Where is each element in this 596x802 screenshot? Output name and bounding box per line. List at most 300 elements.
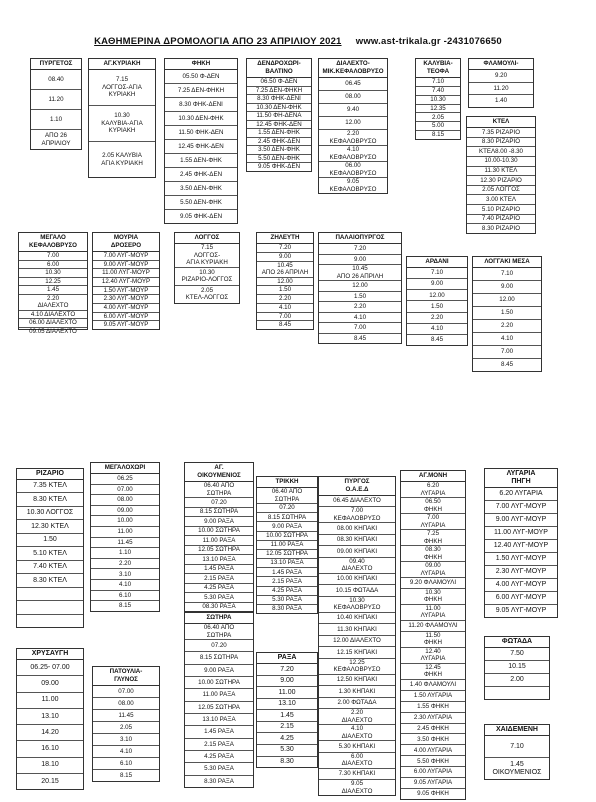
timetable-row: 6.00 ΔΙΑΛΕΧΤΟ (319, 753, 395, 769)
timetable-row (17, 601, 83, 614)
timetable-oikoumenios (184, 462, 254, 612)
timetable-row: 10.30 ΔΕΝ-ΦΗΚ (247, 104, 311, 113)
timetable-row: 7.10 (416, 78, 460, 87)
timetable-zilefti (256, 232, 314, 330)
timetable-row: 2.15 (257, 722, 317, 734)
timetable-row: 9.05 ΦΗΚΗ (417, 790, 449, 798)
timetable-row: 13.10 (17, 709, 83, 725)
timetable-row: 11.30 ΚΗΠΑΚΙ (319, 624, 395, 635)
timetable-title: ΡΙΖΑΡΙΟ (17, 469, 83, 480)
timetable-title: ΑΓ.ΚΥΡΙΑΚΗ (89, 59, 155, 70)
timetable-title: ΜΕΓΑΛΟ ΚΕΦΑΛΟΒΡΥΣΟ (19, 233, 87, 252)
timetable-row: 6.10 (91, 591, 159, 602)
timetable-row: 9.05 ΦΗΚ-ΔΕΝ (257, 163, 301, 171)
timetable-row: 10.00 ΣΩΤΗΡΑ (257, 532, 317, 541)
timetable-title: ΧΑΙΔΕΜΕΝΗ (485, 725, 549, 736)
timetable-row: 5.30 ΡΑΞΑ (257, 596, 317, 605)
timetable-title: ΠΥΡΓΟΣ Ο.Α.Ε.Δ (319, 477, 395, 496)
timetable-row: 10.00 ΚΗΠΑΚΙ (319, 574, 395, 585)
timetable-row: 12.40 ΛΥΓΑΡΙΑ (401, 648, 465, 664)
timetable-row: ΑΠΟ 26 ΑΠΡΙΛΙΟΥ (41, 132, 71, 147)
timetable-row: 4.10 ΚΕΦΑΛΟΒΡΥΣΟ (319, 146, 387, 162)
timetable-row: 2.05 (416, 113, 460, 122)
timetable-row: 06.00 ΚΕΦΑΛΟΒΡΥΣΟ (319, 162, 387, 178)
timetable-row: 6.20 ΛΥΓΑΡΙΑ (401, 482, 465, 498)
timetable-row: 4.10 (91, 580, 159, 591)
timetable-row: 10.00-10.30 (467, 157, 535, 167)
timetable-row: 12.00 ΔΙΑΛΕΧΤΟ (319, 636, 395, 647)
timetable-row: 2.30 ΛΥΓ-ΜΟΥΡ (485, 566, 557, 579)
timetable-row: 11.30 ΚΤΕΛ (467, 167, 535, 177)
timetable-row: 12.25 (19, 278, 87, 287)
timetable-row: 1.50 ΛΥΓ-ΜΟΥΡ (93, 287, 159, 296)
timetable-row: 10.45 ΑΠΟ 26 ΑΠΡΙΛΗ (257, 262, 313, 278)
timetable-row: 07.20 (257, 504, 317, 513)
timetable-row: 7.20 (257, 664, 317, 676)
timetable-row: 7.40 ΡΙΖΑΡΙΟ (467, 215, 535, 225)
timetable-row: 10.00 ΣΩΤΗΡΑ (185, 677, 253, 689)
timetable-rizario (16, 468, 84, 628)
timetable-row: 7.20 (319, 244, 401, 255)
timetable-row: 08.40 (31, 70, 81, 90)
timetable-row: 8.30 ΚΤΕΛ (17, 574, 83, 587)
timetable-title: ΚΑΛΥΒΙΑ- ΤΕΟΦΑ (416, 59, 460, 78)
timetable-row: 07.00 (93, 686, 159, 698)
timetable-row: 10.15 ΦΩΤΑΔΑ (319, 585, 395, 596)
timetable-row: 9.00 (473, 281, 541, 294)
timetable-row: 11.45 (91, 538, 159, 549)
timetable-row: 20.15 (41, 777, 59, 785)
timetable-dendroxori (246, 58, 312, 172)
timetable-row: 08.00 (319, 91, 387, 104)
timetable-row: 2.20 (91, 559, 159, 570)
timetable-row: 12.05 ΣΩΤΗΡΑ (257, 550, 317, 559)
timetable-row: 2.45 ΦΗΚ-ΔΕΝ (165, 168, 237, 182)
timetable-row: 3.50 ΔΕΝ-ΦΗΚ (165, 182, 237, 196)
timetable-row: 1.50 ΛΥΓ-ΜΟΥΡ (485, 553, 557, 566)
timetable-row: 14.20 (17, 725, 83, 741)
timetable-row: 11.20 (31, 90, 81, 110)
timetable-row: 06.50 ΦΗΚΗ (401, 498, 465, 514)
timetable-row: 4.10 ΔΙΑΛΕΧΤΟ (319, 725, 395, 741)
timetable-row: 6.00 ΛΥΓ-ΜΟΥΡ (93, 313, 159, 322)
timetable-row: 10.30 ΚΑΛΥΒΙΑ-ΑΓΙΑ ΚΥΡΙΑΚΗ (89, 106, 155, 142)
timetable-row: 9.05 ΛΥΓ-ΜΟΥΡ (103, 321, 149, 329)
timetable-row: 05.50 Φ-ΔΕΝ (165, 70, 237, 84)
timetable-row: 5.30 (257, 745, 317, 757)
timetable-title: ΔΙΑΛΕΧΤΟ- ΜΙΚ.ΚΕΦΑΛΟΒΡΥΣΟ (319, 59, 387, 78)
timetable-row: 4.10 (319, 313, 401, 324)
timetable-kalyvia (415, 58, 461, 140)
timetable-row: 6.10 (93, 758, 159, 770)
site-and-phone: www.ast-trikala.gr -2431076650 (355, 36, 502, 47)
timetable-flamouli (468, 58, 534, 108)
timetable-row (17, 588, 83, 601)
timetable-row: 11.20 ΦΛΑΜΟΥΛΙ (401, 621, 465, 632)
timetable-row: 1.50 (319, 292, 401, 303)
timetable-row (17, 615, 83, 627)
timetable-row: 9.00 ΡΑΞΑ (185, 517, 253, 527)
timetable-row: 9.20 (469, 70, 533, 83)
timetable-row: 08.00 ΚΗΠΑΚΙ (319, 523, 395, 534)
timetable-row: 8.30 ΚΤΕΛ (17, 493, 83, 506)
timetable-title: ΣΩΤΗΡΑ (185, 613, 253, 624)
timetable-row: 2.20 (319, 302, 401, 313)
timetable-title: ΦΗΚΗ (165, 59, 237, 70)
timetable-row: 10.15 (485, 661, 549, 674)
timetable-row: 18.10 (17, 758, 83, 774)
timetable-row: 4.25 ΡΑΞΑ (257, 587, 317, 596)
timetable-row: 06.50 Φ-ΔΕΝ (247, 78, 311, 87)
timetable-ardani (406, 256, 468, 346)
timetable-row: 12.30 ΡΙΖΑΡΙΟ (467, 176, 535, 186)
timetable-row: 11.00 ΡΑΞΑ (257, 541, 317, 550)
timetable-row: 6.00 ΛΥΓΑΡΙΑ (401, 767, 465, 778)
timetable-ag-moni (400, 470, 466, 800)
timetable-row: 9.00 ΛΥΓ-ΜΟΥΡ (93, 261, 159, 270)
timetable-row: 6.00 (19, 261, 87, 270)
timetable-row: 7.15 ΛΟΓΓΟΣ-ΑΓΙΑ ΚΥΡΙΑΚΗ (89, 70, 155, 106)
timetable-row: 1.50 (257, 286, 313, 295)
timetable-row: 11.00 (17, 693, 83, 709)
timetable-row: 06.40 ΑΠΟ ΣΩΤΗΡΑ (185, 482, 253, 498)
timetable-row: 4.25 ΡΑΞΑ (185, 751, 253, 763)
timetable-row: 8.15 ΣΩΤΗΡΑ (257, 513, 317, 522)
timetable-row: 8.45 (500, 361, 514, 369)
timetable-row: ΚΤΕΛ8.00 -8.30 (467, 147, 535, 157)
timetable-row: 7.00 (257, 313, 313, 322)
timetable-row: 8.15 (118, 602, 132, 610)
timetable-row: 7.25 ΔΕΝ-ΦΗΚΗ (247, 87, 311, 96)
timetable-row: 9.00 (319, 255, 401, 266)
timetable-row: 13.10 ΡΑΞΑ (257, 559, 317, 568)
timetable-row: 4.10 ΔΙΑΛΕΧΤΟ (19, 311, 87, 320)
timetable-row: 11.00 ΛΥΓ-ΜΟΥΡ (93, 269, 159, 278)
timetable-row: 1.55 ΦΗΚΗ (401, 702, 465, 713)
timetable-row: 9.40 (319, 104, 387, 117)
timetable-row: 09.00 ΚΗΠΑΚΙ (319, 546, 395, 557)
timetable-row: 9.05 ΛΥΓΑΡΙΑ (401, 778, 465, 789)
timetable-title: ΜΟΥΡΙΑ ΔΡΟΣΕΡΟ (93, 233, 159, 252)
timetable-row: 13.10 (257, 699, 317, 711)
timetable-row: 4.00 ΛΥΓΑΡΙΑ (401, 745, 465, 756)
timetable-row: 3.00 ΚΤΕΛ (467, 195, 535, 205)
timetable-row: 12.05 ΣΩΤΗΡΑ (185, 546, 253, 556)
timetable-row: 09.00 ΛΥΓΑΡΙΑ (401, 562, 465, 578)
timetable-row: 8.15 ΣΩΤΗΡΑ (185, 652, 253, 664)
page-header (0, 36, 596, 47)
timetable-row: 6.00 ΛΥΓ-ΜΟΥΡ (485, 592, 557, 605)
timetable-row: 12.50 ΚΗΠΑΚΙ (319, 675, 395, 686)
timetable-row: 7.00 (19, 252, 87, 261)
timetable-row: 10.30 (416, 96, 460, 105)
timetable-row: 2.05 ΚΑΛΥΒΙΑ ΑΓΙΑ ΚΥΡΙΑΚΗ (101, 152, 143, 167)
timetable-row: 7.50 (485, 648, 549, 661)
timetable-row: 08.30 ΚΗΠΑΚΙ (319, 535, 395, 546)
timetable-row: 1.40 ΦΛΑΜΟΥΛΙ (401, 680, 465, 691)
timetable-row: 8.15 (431, 131, 445, 139)
timetable-row: 9.05 ΛΥΓ-ΜΟΥΡ (495, 607, 547, 615)
timetable-row: 1.50 (407, 301, 467, 312)
timetable-row: 5.50 ΔΕΝ-ΦΗΚ (247, 155, 311, 164)
timetable-row: 2.15 ΡΑΞΑ (185, 739, 253, 751)
timetable-row: 5.50 ΦΗΚΗ (401, 756, 465, 767)
timetable-row: 11.00 (91, 527, 159, 538)
timetable-row: 7.10 (485, 736, 549, 758)
timetable-row: 9.00 ΡΑΞΑ (185, 665, 253, 677)
timetable-ag-kyriaki (88, 58, 156, 178)
timetable-row: 4.25 ΡΑΞΑ (185, 584, 253, 594)
timetable-row: 5.30 ΡΑΞΑ (185, 763, 253, 775)
timetable-row: 7.00 ΛΥΓ-ΜΟΥΡ (485, 501, 557, 514)
timetable-row: 7.25 ΦΗΚΗ (401, 530, 465, 546)
timetable-row: 07.20 (185, 640, 253, 652)
timetable-row: 10.45 ΑΠΟ 26 ΑΠΡΙΛΗ (319, 265, 401, 281)
timetable-title: ΦΩΤΑΔΑ (485, 637, 549, 648)
timetable-row: 9.00 (257, 676, 317, 688)
timetable-row: 11.00 ΡΑΞΑ (185, 689, 253, 701)
timetable-row: 10.30 ΦΗΚΗ (401, 589, 465, 605)
timetable-row: 10.30 (19, 269, 87, 278)
timetable-row: 4.10 (93, 746, 159, 758)
timetable-row: 7.00 ΛΥΓ-ΜΟΥΡ (93, 252, 159, 261)
timetable-row: 10.00 ΣΩΤΗΡΑ (185, 527, 253, 537)
timetable-row: 7.00 ΚΕΦΑΛΟΒΡΥΣΟ (319, 507, 395, 523)
timetable-row: 1.45 ΡΑΞΑ (185, 565, 253, 575)
timetable-row: 16.10 (17, 741, 83, 757)
timetable-patoulia (92, 666, 160, 782)
timetable-row: 4.00 ΛΥΓ-ΜΟΥΡ (485, 579, 557, 592)
timetable-row: 7.10 (407, 268, 467, 279)
timetable-row: 3.10 (91, 569, 159, 580)
timetable-row: 7.00 ΛΥΓΑΡΙΑ (401, 514, 465, 530)
timetable-row: 09.40 ΔΙΑΛΕΧΤΟ (319, 558, 395, 574)
timetable-row: 1.45 ΡΑΞΑ (185, 726, 253, 738)
timetable-row: 9.05 ΔΙΑΛΕΧΤΟ (341, 780, 373, 795)
timetable-row: 7.20 (257, 244, 313, 253)
timetable-row: 08.00 (93, 698, 159, 710)
timetable-row: 11.45 (93, 710, 159, 722)
timetable-row: 2.30 ΛΥΓΑΡΙΑ (401, 713, 465, 724)
timetable-row: 2.20 ΚΕΦΑΛΟΒΡΥΣΟ (319, 130, 387, 146)
timetable-row: 1.45 ΡΑΞΑ (257, 568, 317, 577)
timetable-row: 13.10 ΡΑΞΑ (185, 555, 253, 565)
timetable-row: 2.20 (257, 295, 313, 304)
timetable-row: 5.50 ΔΕΝ-ΦΗΚ (165, 196, 237, 210)
timetable-row: 12.00 (319, 281, 401, 292)
timetable-row: 2.20 (407, 313, 467, 324)
timetable-row: 2.05 ΛΟΓΓΟΣ (467, 186, 535, 196)
timetable-row: 7.00 (319, 323, 401, 334)
timetable-row: 7.40 (416, 87, 460, 96)
timetable-row: 10.30 ΚΕΦΑΛΟΒΡΥΣΟ (319, 597, 395, 613)
timetable-row: 9.20 ΦΛΑΜΟΥΛΙ (401, 578, 465, 589)
timetable-row: 2.20 ΔΙΑΛΕΧΤΟ (19, 295, 87, 311)
timetable-row: 11.00 ΡΑΞΑ (185, 536, 253, 546)
timetable-row: 6.20 ΛΥΓΑΡΙΑ (485, 488, 557, 501)
timetable-row: 9.00 (257, 253, 313, 262)
timetable-pyrgos-oaed (318, 476, 396, 796)
timetable-row: 1.55 ΔΕΝ-ΦΗΚ (165, 154, 237, 168)
timetable-row: 12.40 ΛΥΓ-ΜΟΥΡ (93, 278, 159, 287)
timetable-row: 06.25- 07.00 (17, 660, 83, 676)
timetable-row: 8.30 ΡΑΞΑ (204, 777, 234, 785)
timetable-row: 07.20 (185, 498, 253, 508)
timetable-row: 8.30 ΡΙΖΑΡΙΟ (467, 138, 535, 148)
timetable-row: 9.05 ΦΗΚ-ΔΕΝ (179, 212, 223, 220)
timetable-row: 10.30 ΡΙΖΑΡΙΟ-ΛΟΓΓΟΣ (175, 268, 239, 286)
timetable-row: 12.35 (416, 105, 460, 114)
timetable-row: 9.05 ΚΕΦΑΛΟΒΡΥΣΟ (329, 178, 377, 193)
timetable-row: 7.30 ΚΗΠΑΚΙ (319, 769, 395, 780)
timetable-row: 11.50 ΦΗ-ΔΕΝΑ (247, 112, 311, 121)
timetable-row: 06.45 (319, 78, 387, 91)
timetable-row: 8.15 ΣΩΤΗΡΑ (185, 508, 253, 518)
timetable-palaiopyrgos (318, 232, 402, 344)
timetable-row: 2.15 ΡΑΞΑ (257, 577, 317, 586)
timetable-row: 06.40 ΑΠΟ ΣΩΤΗΡΑ (257, 488, 317, 504)
timetable-chaidemeni (484, 724, 550, 780)
timetable-title: ΛΟΓΓΟΣ (175, 233, 239, 244)
timetable-row: 8.45 (430, 336, 444, 344)
timetable-row: 12.45 ΦΗΚ-ΔΕΝ (247, 121, 311, 130)
timetable-row: 06.45 ΔΙΑΛΕΧΤΟ (319, 496, 395, 507)
timetable-row: 08.00 (91, 495, 159, 506)
timetable-raxa (256, 652, 318, 768)
timetable-row: 7.10 (473, 268, 541, 281)
timetable-row: 2.05 ΚΤΕΛ-ΛΟΓΓΟΣ (185, 286, 229, 302)
timetable-dialexto (318, 58, 388, 194)
timetable-row: 8.15 (119, 771, 133, 779)
timetable-sotira (184, 612, 254, 788)
timetable-row: 8.30 (280, 758, 294, 766)
timetable-row: 11.50 ΦΗΚΗ (401, 632, 465, 648)
timetable-row: 2.05 (93, 722, 159, 734)
timetable-row: 06.00 ΔΙΑΛΕΧΤΟ (19, 319, 87, 328)
timetable-row: 12.00 (319, 117, 387, 130)
timetable-row: 4.10 (407, 324, 467, 335)
timetable-megalo (18, 232, 88, 335)
timetable-title: ΑΓ. ΟΙΚΟΥΜΕΝΙΟΣ (185, 463, 253, 482)
timetable-row: 2.45 ΦΗΚ-ΔΕΝ (247, 138, 311, 147)
timetable-row: 5.10 ΡΙΖΑΡΙΟ (467, 205, 535, 215)
timetable-row: 2.45 ΦΗΚΗ (401, 724, 465, 735)
timetable-row: 12.30 ΚΤΕΛ (17, 520, 83, 533)
timetable-row: 8.30 ΦΗΚ-ΔΕΝΙ (165, 98, 237, 112)
timetable-title: ΠΑΤΟΥΛΙΑ- ΓΛΥΝΟΣ (93, 667, 159, 686)
timetable-row: 8.30 ΡΙΖΑΡΙΟ (481, 224, 521, 232)
timetable-row: 08.30 ΦΗΚΗ (401, 546, 465, 562)
timetable-row: 2.00 (485, 674, 549, 687)
timetable-title: ΔΕΝΔΡΟΧΩΡΙ- ΒΑΛΤΙΝΟ (247, 59, 311, 78)
timetable-row: 3.10 (93, 734, 159, 746)
timetable-title: ΠΥΡΓΕΤΟΣ (31, 59, 81, 70)
timetable-trikki (256, 476, 318, 614)
timetable-row: 4.25 (257, 733, 317, 745)
timetable-row: 11.20 (469, 83, 533, 96)
timetable-row: 1.40 (494, 97, 508, 105)
timetable-row: 5.10 ΚΤΕΛ (17, 547, 83, 560)
timetable-row: 8.45 (353, 334, 367, 342)
timetable-title: ΛΥΓΑΡΙΑ ΠΗΓΗ (485, 469, 557, 488)
timetable-row: 12.15 ΚΗΠΑΚΙ (319, 647, 395, 658)
timetable-row: 10.40 ΚΗΠΑΚΙ (319, 613, 395, 624)
timetable-row: 2.20 ΔΙΑΛΕΧΤΟ (319, 709, 395, 725)
timetable-mouria (92, 232, 160, 330)
timetable-row: 2.30 ΛΥΓ-ΜΟΥΡ (93, 295, 159, 304)
timetable-row: 1.50 (17, 534, 83, 547)
timetable-loggos (174, 232, 240, 304)
timetable-row: 11.50 ΦΗΚ-ΔΕΝ (165, 126, 237, 140)
timetable-row: 07.00 (91, 485, 159, 496)
timetable-row: 1.10 (31, 110, 81, 130)
timetable-row: 09.05 ΔΙΑΛΕΧΤΟ (29, 327, 77, 335)
timetable-row: 1.30 ΚΗΠΑΚΙ (319, 686, 395, 697)
timetable-row: 9.00 ΡΑΞΑ (257, 522, 317, 531)
timetable-row: 11.00 (257, 687, 317, 699)
timetable-row: 1.55 ΔΕΝ-ΦΗΚ (247, 129, 311, 138)
timetable-row: 4.00 ΛΥΓ-ΜΟΥΡ (93, 304, 159, 313)
timetable-row: 10.30 ΔΕΝ-ΦΗΚ (165, 112, 237, 126)
timetable-row: 06.25 (91, 474, 159, 485)
timetable-title: ΛΟΓΓΑΚΙ ΜΕΣΑ (473, 257, 541, 268)
timetable-row: 3.50 ΔΕΝ-ΦΗΚ (247, 146, 311, 155)
timetable-row: 7.35 ΚΤΕΛ (17, 480, 83, 493)
timetable-row: 9.00 (407, 279, 467, 290)
timetable-title: ΦΛΑΜΟΥΛΙ- (469, 59, 533, 70)
timetable-row: 1.10 (91, 548, 159, 559)
timetable-title: ΖΗΛΕΥΤΗ (257, 233, 313, 244)
timetable-fotada (484, 636, 550, 700)
timetable-row: 2.20 (473, 320, 541, 333)
timetable-row: 08.30 ΡΑΞΑ (202, 603, 236, 610)
timetable-row: 10.30 ΛΟΓΓΟΣ (17, 507, 83, 520)
timetable-ktel1 (466, 116, 536, 234)
timetable-row: 12.00 (407, 290, 467, 301)
timetable-row: 12.00 (257, 278, 313, 287)
timetable-row: 12.05 ΣΩΤΗΡΑ (185, 702, 253, 714)
timetable-row: 4.10 (473, 333, 541, 346)
timetable-row: 1.45 ΟΙΚΟΥΜΕΝΙΟΣ (492, 761, 542, 776)
timetable-title: ΚΤΕΛ (467, 117, 535, 128)
timetable-row: 9.00 ΛΥΓ-ΜΟΥΡ (485, 514, 557, 527)
schedule-title: ΚΑΘΗΜΕΡΙΝΑ ΔΡΟΜΟΛΟΓΙΑ ΑΠΟ 23 ΑΠΡΙΛΙΟΥ 2021 (94, 36, 342, 47)
timetable-row: 13.10 ΡΑΞΑ (185, 714, 253, 726)
timetable-fiki (164, 58, 238, 224)
timetable-row: 10.00 (91, 516, 159, 527)
timetable-row: 7.35 ΡΙΖΑΡΙΟ (467, 128, 535, 138)
timetable-row: 1.45 (257, 710, 317, 722)
timetable-row: 12.40 ΛΥΓ-ΜΟΥΡ (485, 540, 557, 553)
timetable-lygaria (484, 468, 558, 618)
timetable-title: ΠΑΛΑΙΟΠΥΡΓΟΣ (319, 233, 401, 244)
timetable-loggaki (472, 256, 542, 372)
timetable-row: 1.45 (19, 286, 87, 295)
timetable-row: 12.25 ΚΕΦΑΛΟΒΡΥΣΟ (319, 659, 395, 675)
timetable-row: 7.40 ΚΤΕΛ (17, 561, 83, 574)
timetable-row (485, 687, 549, 699)
timetable-row: 09.00 (91, 506, 159, 517)
timetable-title: ΤΡΙΚΚΗ (257, 477, 317, 488)
timetable-row: 12.00 (473, 294, 541, 307)
timetable-row: 7.00 (473, 346, 541, 359)
timetable-title: ΡΑΞΑ (257, 653, 317, 664)
timetable-title: ΜΕΓΑΛΟΧΩΡΙ (91, 463, 159, 474)
timetable-row: 8.30 ΡΑΞΑ (272, 605, 302, 613)
timetable-row: 8.30 ΦΗΚ-ΔΕΝΙ (247, 95, 311, 104)
timetable-row: 1.50 ΛΥΓΑΡΙΑ (401, 691, 465, 702)
timetable-row: 4.10 (257, 304, 313, 313)
